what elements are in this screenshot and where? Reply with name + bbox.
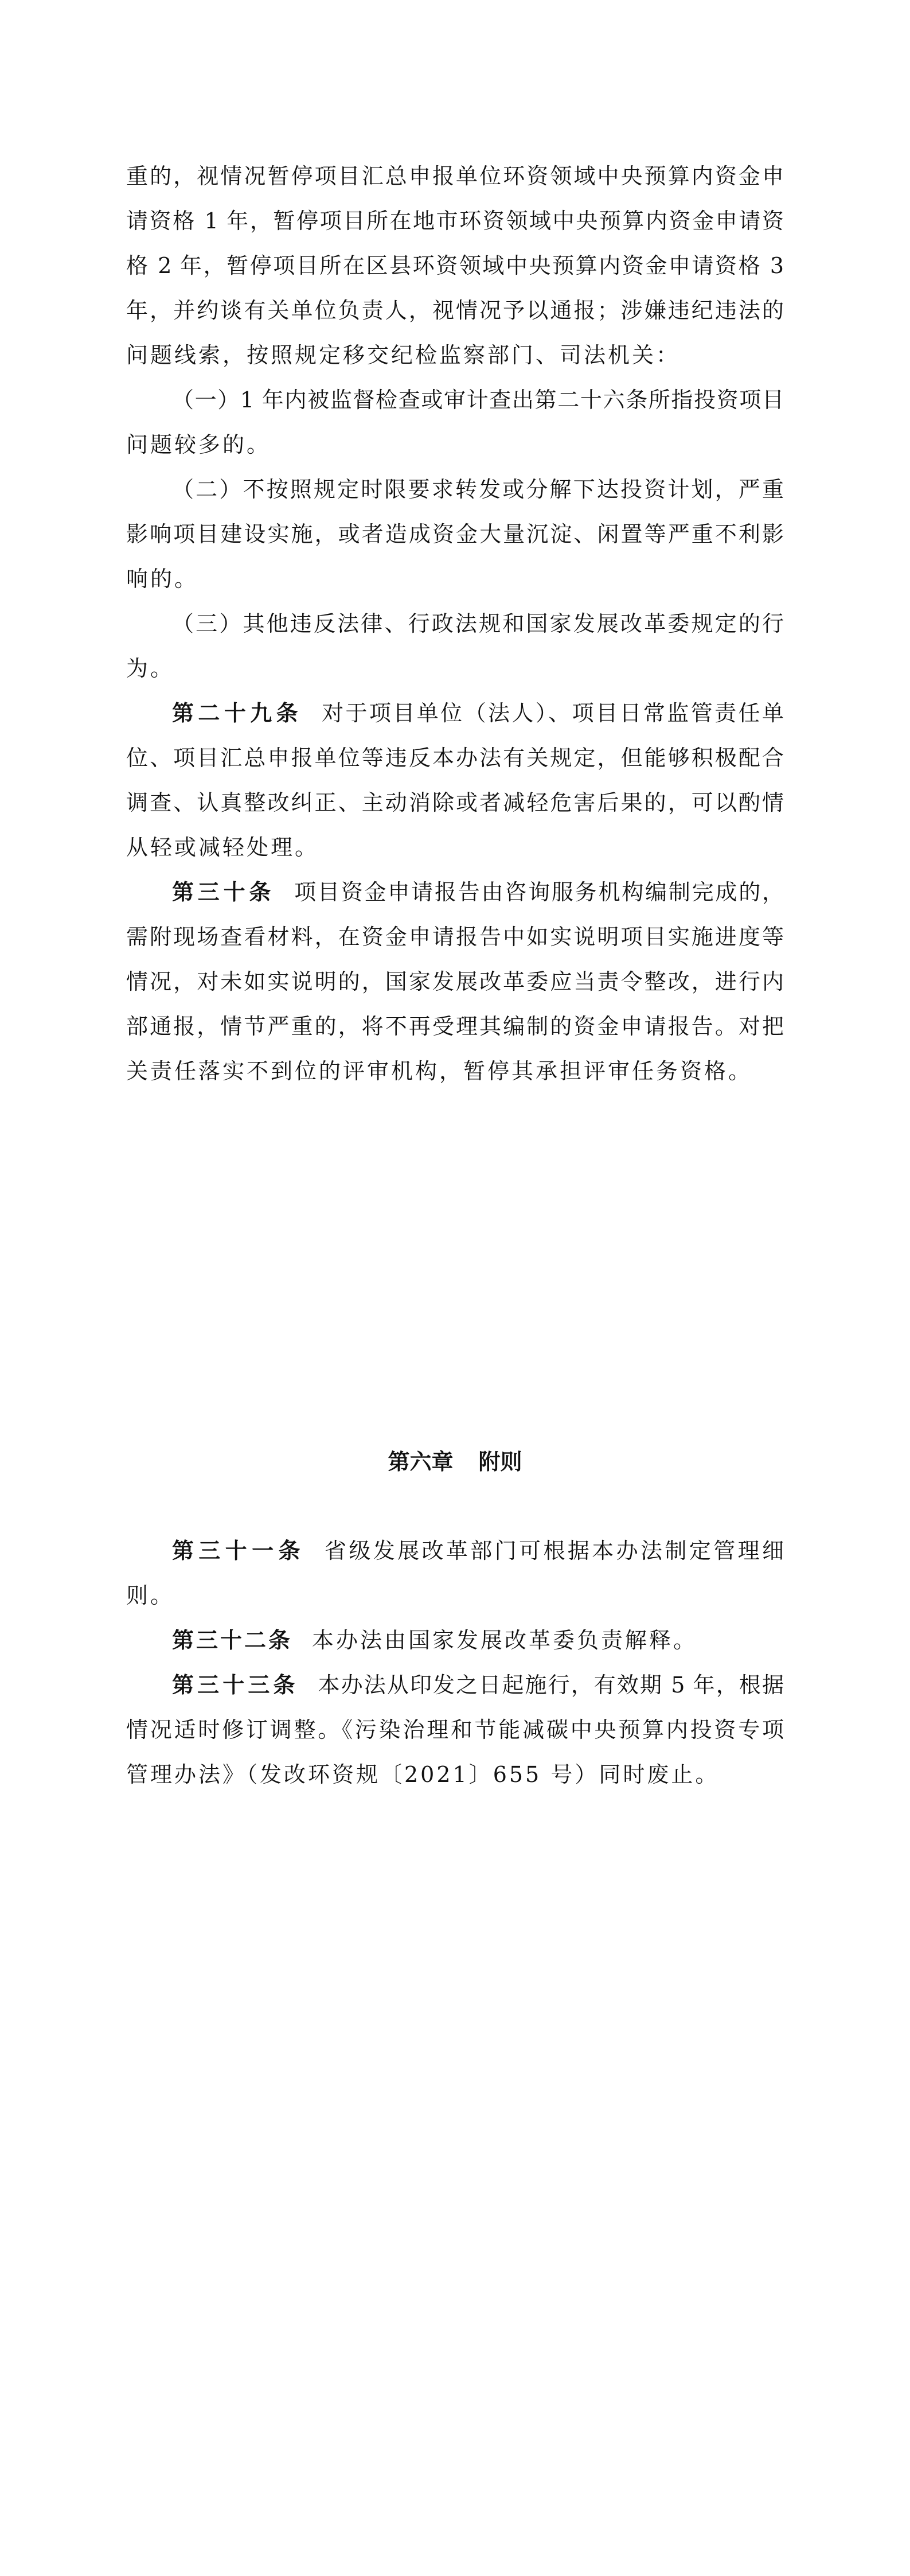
list-item-2-line: 影响项目建设实施，或者造成资金大量沉淀、闲置等严重不利影	[126, 522, 784, 547]
article-30-line: 部通报，情节严重的，将不再受理其编制的资金申请报告。对把	[126, 1014, 784, 1039]
article-30-line: 情况，对未如实说明的，国家发展改革委应当责令整改，进行内	[126, 969, 784, 994]
article-30-text: 项目资金申请报告由咨询服务机构编制完成的，	[294, 880, 784, 905]
chapter-heading	[0, 1439, 910, 1484]
list-item-3-line: （三）其他违反法律、行政法规和国家发展改革委规定的行	[172, 611, 784, 636]
list-item-3-line: 为。	[126, 656, 175, 681]
article-31-line: 则。	[126, 1583, 175, 1608]
article-33-line: 情况适时修订调整。《污染治理和节能减碳中央预算内投资专项	[126, 1717, 784, 1742]
article-33-label: 第三十三条	[172, 1672, 299, 1698]
paragraph-line: 请资格 1 年，暂停项目所在地市环资领域中央预算内资金申请资	[126, 208, 784, 234]
article-32-text: 本办法由国家发展改革委负责解释。	[312, 1628, 698, 1653]
article-31-text: 省级发展改革部门可根据本办法制定管理细	[324, 1538, 784, 1563]
article-32-first-line	[172, 1618, 784, 1663]
paragraph-line: 格 2 年，暂停项目所在区县环资领域中央预算内资金申请资格 3	[126, 253, 784, 278]
article-32-label: 第三十二条	[172, 1628, 293, 1653]
article-30-first-line	[172, 870, 784, 915]
chapter-title: 附则	[478, 1449, 522, 1474]
article-33-first-line	[172, 1663, 784, 1707]
article-29-text: 对于项目单位（法人）、项目日常监管责任单	[322, 701, 784, 726]
article-33-text: 本办法从印发之日起施行，有效期 5 年，根据	[318, 1672, 784, 1698]
article-29-first-line	[172, 691, 784, 736]
article-29-line: 位、项目汇总申报单位等违反本办法有关规定，但能够积极配合	[126, 745, 784, 771]
article-30-line: 关责任落实不到位的评审机构，暂停其承担评审任务资格。	[126, 1059, 753, 1084]
list-item-2-line: 响的。	[126, 566, 199, 592]
list-item-1-line: 问题较多的。	[126, 432, 271, 457]
article-29-line: 从轻或减轻处理。	[126, 835, 319, 860]
article-31-label: 第三十一条	[172, 1538, 305, 1563]
article-30-line: 需附现场查看材料，在资金申请报告中如实说明项目实施进度等	[126, 924, 784, 950]
article-29-label: 第二十九条	[172, 701, 303, 726]
article-31-first-line	[172, 1528, 784, 1573]
paragraph-line: 年，并约谈有关单位负责人，视情况予以通报；涉嫌违纪违法的	[126, 298, 784, 323]
chapter-number: 第六章	[388, 1449, 454, 1474]
list-item-1-line: （一）1 年内被监督检查或审计查出第二十六条所指投资项目	[172, 387, 784, 413]
article-33-line: 管理办法》（发改环资规〔2021〕655 号）同时废止。	[126, 1762, 720, 1787]
paragraph-line: 重的，视情况暂停项目汇总申报单位环资领域中央预算内资金申	[126, 164, 784, 189]
paragraph-line: 问题线索，按照规定移交纪检监察部门、司法机关：	[126, 343, 681, 368]
list-item-2-line: （二）不按照规定时限要求转发或分解下达投资计划，严重	[172, 477, 784, 502]
article-29-line: 调查、认真整改纠正、主动消除或者减轻危害后果的，可以酌情	[126, 790, 784, 815]
article-30-label: 第三十条	[172, 880, 275, 905]
